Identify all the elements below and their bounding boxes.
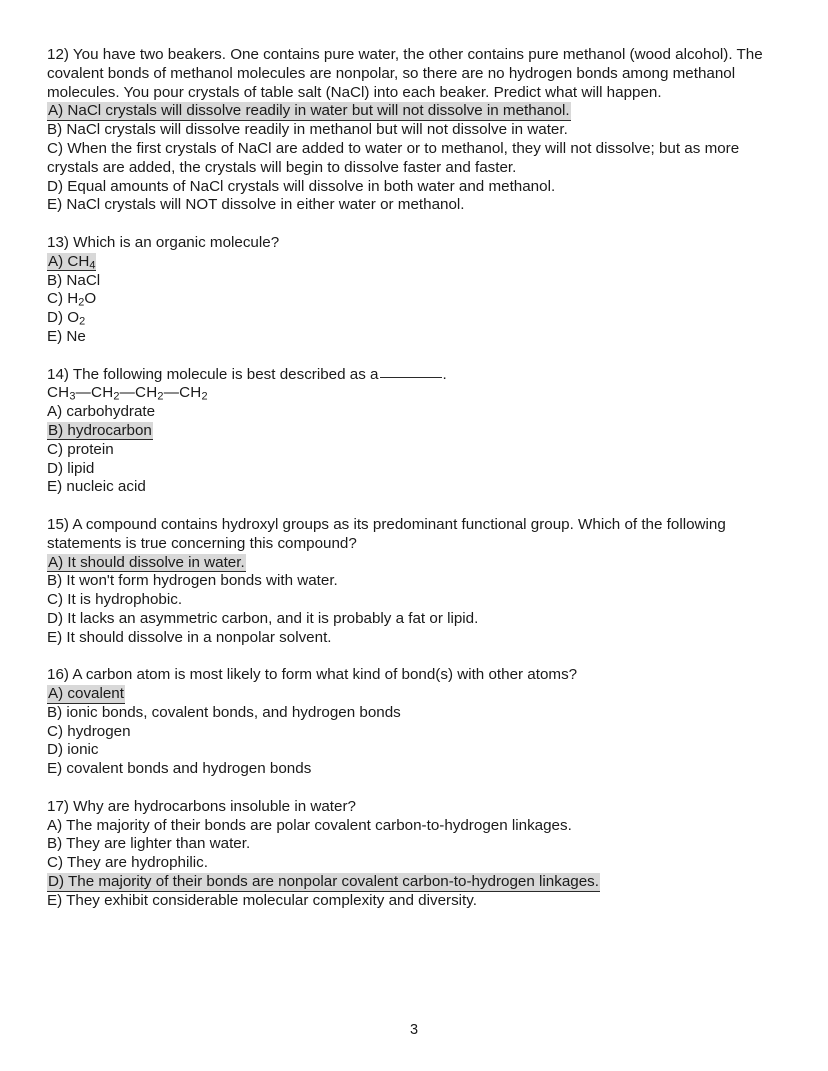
answer-option-c[interactable] — [47, 441, 782, 460]
answer-option-text: D) It lacks an asymmetric carbon, and it is probably a fat or lipid. — [47, 609, 479, 627]
question-block-15 — [47, 516, 782, 648]
answer-option-e[interactable] — [47, 328, 782, 347]
question-stem — [47, 366, 782, 385]
answer-option-c[interactable] — [47, 290, 782, 309]
answer-option-text: C) protein — [47, 440, 114, 458]
answer-option-text: D) lipid — [47, 459, 95, 477]
answer-option-text: E) NaCl crystals will NOT dissolve in either water or methanol. — [47, 196, 465, 214]
answer-option-text: A) It should dissolve in water. — [48, 553, 245, 571]
answer-option-a[interactable] — [47, 253, 782, 272]
question-stem: 17) Why are hydrocarbons insoluble in water? — [47, 797, 356, 815]
answer-option-text: A) NaCl crystals will dissolve readily in water but will not dissolve in methanol. — [48, 102, 570, 120]
answer-option-text: A) carbohydrate — [47, 403, 156, 421]
answer-option-a[interactable] — [47, 817, 782, 836]
answer-option-text: B) ionic bonds, covalent bonds, and hydrogen bonds — [47, 703, 401, 721]
answer-option-e[interactable] — [47, 478, 782, 497]
question-stem: 15) A compound contains hydroxyl groups as its predominant functional group. Which of the following statements is true concerning this compound? — [47, 515, 726, 552]
answer-option-text: E) nucleic acid — [47, 478, 146, 496]
answer-option-text: C) It is hydrophobic. — [47, 591, 183, 609]
answer-option-b[interactable] — [47, 121, 782, 140]
answer-option-text: A) covalent — [48, 685, 124, 703]
answer-option-text: E) covalent bonds and hydrogen bonds — [47, 760, 312, 778]
answer-option-b[interactable] — [47, 835, 782, 854]
answer-option-b[interactable] — [47, 572, 782, 591]
answer-option-text: E) Ne — [47, 327, 86, 345]
question-stem: 13) Which is an organic molecule? — [47, 233, 280, 251]
answer-option-c[interactable] — [47, 854, 782, 873]
answer-option-d[interactable] — [47, 178, 782, 197]
question-stem: 16) A carbon atom is most likely to form what kind of bond(s) with other atoms? — [47, 666, 578, 684]
answer-option-e[interactable] — [47, 760, 782, 779]
answer-option-d[interactable] — [47, 873, 782, 892]
page-number: 3 — [409, 1022, 419, 1038]
answer-option-text: C) hydrogen — [47, 722, 131, 740]
answer-option-text: D) The majority of their bonds are nonpolar covalent carbon-to-hydrogen linkages. — [48, 873, 599, 891]
question-block-12 — [47, 46, 782, 215]
answer-option-c[interactable] — [47, 591, 782, 610]
answer-option-b[interactable] — [47, 704, 782, 723]
answer-option-text: D) Equal amounts of NaCl crystals will dissolve in both water and methanol. — [47, 177, 556, 195]
question-stem-tail: . — [442, 365, 447, 383]
answer-option-text: B) NaCl crystals will dissolve readily in methanol but will not dissolve in water. — [47, 121, 568, 139]
answer-option-d[interactable] — [47, 460, 782, 479]
answer-option-text: D) ionic — [47, 741, 99, 759]
answer-option-d[interactable] — [47, 309, 782, 328]
question-block-16 — [47, 666, 782, 779]
answer-option-c[interactable] — [47, 723, 782, 742]
answer-option-text: C) They are hydrophilic. — [47, 854, 208, 872]
answer-option-a[interactable] — [47, 102, 782, 121]
answer-option-text: B) It won't form hydrogen bonds with water. — [47, 572, 338, 590]
answer-option-a[interactable] — [47, 685, 782, 704]
answer-option-text: B) NaCl — [47, 271, 101, 289]
answer-option-text: C) $H_2O$ — [47, 290, 97, 309]
answer-option-text: A) $CH_4$ — [48, 252, 96, 272]
answer-option-e[interactable] — [47, 629, 782, 648]
answer-option-text: E) It should dissolve in a nonpolar solvent. — [47, 628, 332, 646]
answer-option-a[interactable] — [47, 403, 782, 422]
answer-option-text: A) The majority of their bonds are polar covalent carbon-to-hydrogen linkages. — [47, 816, 572, 834]
answer-option-text: B) hydrocarbon — [48, 421, 152, 439]
answer-option-a[interactable] — [47, 554, 782, 573]
answer-option-text: E) They exhibit considerable molecular complexity and diversity. — [47, 891, 477, 909]
answer-option-b[interactable] — [47, 272, 782, 291]
question-stem: 12) You have two beakers. One contains pure water, the other contains pure methanol (wood alcohol). The covalent bonds of methanol molecules are nonpolar, so there are no hydrogen bonds among methanol molecules. You pour crystals of table salt (NaCl) into each beaker. Predict what will happen. — [47, 46, 763, 101]
answer-option-text: B) They are lighter than water. — [47, 835, 251, 853]
answer-option-d[interactable] — [47, 610, 782, 629]
question-stem-text: 14) The following molecule is best described as a — [47, 365, 379, 383]
question-block-14 — [47, 366, 782, 498]
molecule-formula: $CH_3—CH_2—CH_2—CH_2$ — [47, 384, 208, 403]
answer-option-b[interactable] — [47, 422, 782, 441]
question-block-13 — [47, 234, 782, 347]
question-block-17 — [47, 798, 782, 911]
answer-option-d[interactable] — [47, 741, 782, 760]
fill-in-blank — [380, 366, 442, 378]
answer-option-text: C) When the first crystals of NaCl are added to water or to methanol, they will not dissolve; but as more crystals are added, the crystals will begin to dissolve faster and faster. — [47, 139, 740, 176]
answer-option-e[interactable] — [47, 196, 782, 215]
question-list — [47, 46, 782, 929]
answer-option-c[interactable] — [47, 140, 782, 178]
answer-option-text: D) $O_2$ — [47, 309, 86, 328]
answer-option-e[interactable] — [47, 892, 782, 911]
